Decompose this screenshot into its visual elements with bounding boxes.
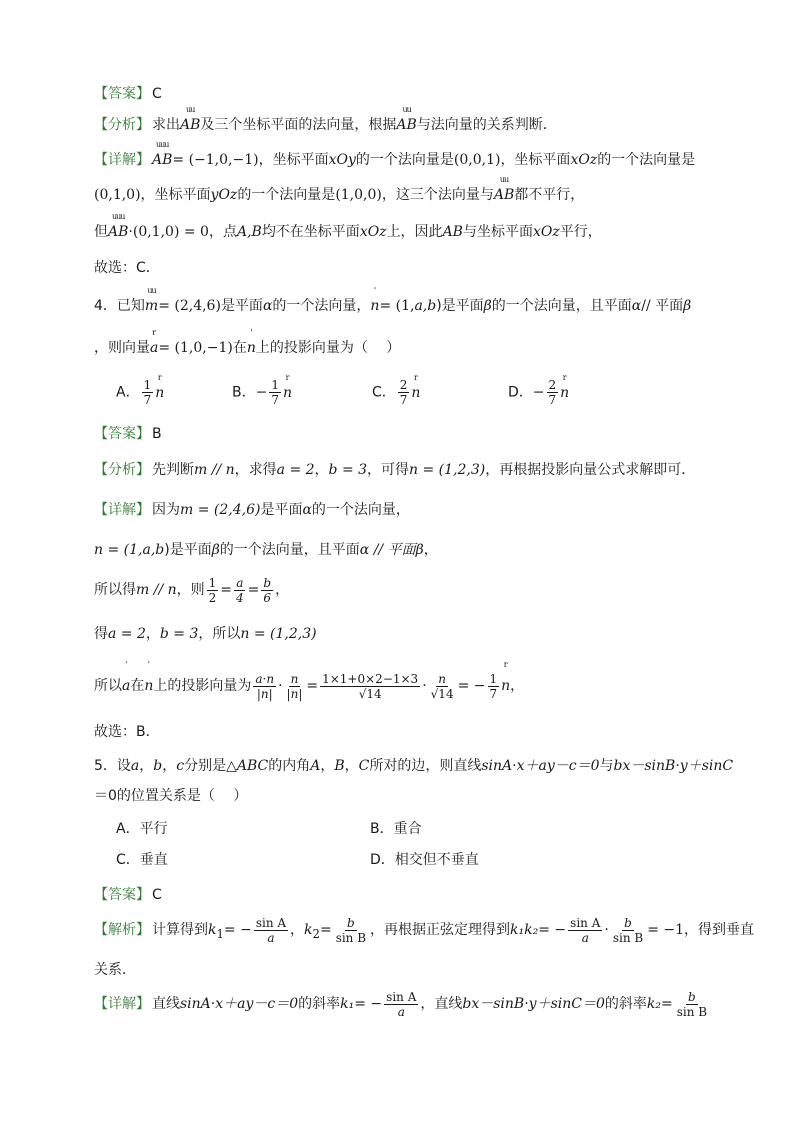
q4-stem-text: // 平面 <box>641 298 684 314</box>
fraction-denominator: a <box>267 930 275 945</box>
equals-sign: = <box>660 996 673 1012</box>
fraction <box>334 916 368 945</box>
q5-stem-math: C <box>358 758 370 774</box>
vector-n: ' n <box>144 670 153 702</box>
q4-option-c <box>372 378 420 407</box>
fraction <box>384 990 418 1019</box>
vector-ab: uu AB <box>494 185 514 205</box>
q4-detail-text: )是平面 <box>164 542 212 558</box>
vector-ab: uu AB <box>180 115 200 135</box>
q4-stem-text: )是平面 <box>436 298 484 314</box>
q4-stem-math: a,b <box>414 298 437 314</box>
q5-option-b <box>370 819 422 839</box>
q5-stem-text: 5．设 <box>94 758 131 774</box>
q3-detail-line-2 <box>94 185 734 205</box>
fraction-numerator: a <box>236 575 244 590</box>
q3-answer: C <box>152 86 162 102</box>
q4-detail-math: m = (2,4,6) <box>180 502 261 518</box>
analysis-label: 【分析】 <box>94 462 150 478</box>
q4-detail-math: n = (1, <box>94 542 143 558</box>
q4-detail-line-2 <box>94 540 734 560</box>
q3-detail-text: 的一个法向量是 <box>237 187 336 203</box>
q4-detail-math: a,b <box>142 542 165 558</box>
option-letter: D． <box>508 384 533 401</box>
q3-detail-text: 的一个法向量是 <box>597 152 696 168</box>
q3-answer-line <box>94 84 734 104</box>
q3-detail-text: 与坐标平面 <box>462 224 533 240</box>
q3-detail-text: 上，因此 <box>386 224 443 240</box>
q4-detail-line-5 <box>94 670 734 702</box>
q4-detail-math: a = 2 <box>108 626 146 642</box>
option-letter: A． <box>116 821 140 837</box>
fraction <box>285 672 305 701</box>
q4-detail-math: α // 平面 <box>359 542 416 558</box>
q3-conclusion: 故选：C． <box>94 260 160 276</box>
q5-stem-math: B <box>334 758 345 774</box>
fraction-numerator: n <box>290 671 299 686</box>
equals-sign: = <box>247 582 260 598</box>
q3-detail-text: ，这三个法向量与 <box>381 187 494 203</box>
plane-xoz: xOz <box>570 152 598 168</box>
answer-label: 【答案】 <box>94 426 150 442</box>
q5-detail-text: 的斜率 <box>298 996 341 1012</box>
q4-analysis-math: n = (1,2,3) <box>409 462 486 478</box>
fraction <box>429 672 456 701</box>
q5-detail-math: k₁ <box>340 996 355 1012</box>
q5-detail-text: ，直线 <box>420 996 463 1012</box>
q3-detail-text: 均不在坐标平面 <box>261 224 360 240</box>
q5-stem-math: c <box>176 758 185 774</box>
fraction-numerator: 2 <box>548 378 557 392</box>
fraction <box>234 576 246 605</box>
option-text: 平行 <box>139 821 168 837</box>
vector-ab: uuu AB <box>108 222 128 242</box>
q3-detail-math: ·(0,1,0) = 0 <box>128 224 209 240</box>
slope-k1 <box>208 922 224 941</box>
q4-analysis-text: ，可得 <box>367 462 410 478</box>
q5-stem-text: 分别是 <box>184 758 227 774</box>
answer-label: 【答案】 <box>94 86 150 102</box>
q3-detail-text: 平行， <box>559 224 602 240</box>
q5-stem-line-2: ＝0的位置关系是（ ） <box>94 788 248 804</box>
q3-detail-text: 都不平行， <box>514 187 585 203</box>
slope-symbol: k <box>208 922 217 938</box>
q5-stem-text: 的内角 <box>268 758 311 774</box>
q3-detail-math: A,B <box>236 224 262 240</box>
plane-yoz: yOz <box>210 187 238 203</box>
vector-ab: uu AB <box>396 115 416 135</box>
equals-sign: = − <box>457 678 486 694</box>
q5-detail-text: 的斜率 <box>604 996 647 1012</box>
equals-sign: = <box>306 678 319 694</box>
q3-analysis-text: 与法向量的关系判断． <box>416 117 557 133</box>
q5-stem-math: b <box>153 758 163 774</box>
q4-stem-text: ，则向量 <box>94 340 150 356</box>
fraction <box>253 672 276 701</box>
q5-stem-text: ， <box>139 758 154 774</box>
fraction <box>254 916 288 945</box>
q4-detail-math: α <box>302 502 312 518</box>
q4-option-b <box>232 378 292 407</box>
q5-detail-math: sinA·x＋ay－c＝0 <box>180 996 299 1012</box>
equals-sign: = <box>220 582 233 598</box>
equals-sign: = − <box>354 996 383 1012</box>
q3-detail-text: ，坐标平面 <box>140 187 211 203</box>
q4-detail-math: b = 3 <box>159 626 199 642</box>
q4-stem-line-1 <box>94 296 734 316</box>
fraction-numerator: b <box>624 915 632 930</box>
fraction-numerator: 1 <box>208 575 217 590</box>
q4-answer-line <box>94 424 734 444</box>
q4-analysis-math: m // n <box>194 462 235 478</box>
q3-detail-math: (0,0,1) <box>453 152 501 168</box>
fraction <box>261 576 273 605</box>
q5-detail-math: k₂ <box>646 996 661 1012</box>
q3-detail-line-1 <box>94 150 734 170</box>
q4-detail-text: 得 <box>94 626 108 642</box>
q5-jiexi-line-1 <box>94 914 755 950</box>
dot-operator: · <box>422 678 427 694</box>
vector-n: r n <box>155 383 164 403</box>
option-fraction <box>398 378 410 407</box>
dot-operator: · <box>278 678 283 694</box>
vector-n: r n <box>283 383 292 403</box>
q5-option-c <box>116 850 168 870</box>
option-sign: − <box>532 384 545 401</box>
q3-detail-text: = (−1,0,−1)，坐标平面 <box>172 152 329 168</box>
option-letter: B． <box>232 384 256 401</box>
q5-jiexi-text: 计算得到 <box>152 922 208 938</box>
q4-detail-text: 的一个法向量， <box>311 502 410 518</box>
q4-stem-text: 上的投影向量为（ ） <box>255 340 401 356</box>
q4-stem-line-2 <box>94 338 734 358</box>
fraction-denominator: a <box>397 1004 405 1019</box>
vector-m: uu m <box>145 296 158 316</box>
fraction-denominator: 4 <box>236 590 244 605</box>
q5-stem-text: ， <box>162 758 177 774</box>
vector-a: ' a <box>122 670 130 702</box>
fraction-denominator: √14 <box>358 686 382 701</box>
fraction-numerator: b <box>688 989 696 1004</box>
q4-stem-math: = (1,0,−1) <box>158 340 233 356</box>
q5-stem-text: ， <box>320 758 335 774</box>
detail-label: 【详解】 <box>94 502 150 518</box>
vector-n: r n <box>560 383 569 403</box>
q4-detail-text: ，则 <box>176 582 205 598</box>
fraction-numerator: 2 <box>399 378 408 392</box>
q3-detail-text: 但 <box>94 224 108 240</box>
plane-xoy: xOy <box>328 152 356 168</box>
fraction-numerator: sin A <box>255 915 287 930</box>
fraction <box>568 916 602 945</box>
q4-detail-line-3 <box>94 574 734 606</box>
q5-jiexi-math: = −1 <box>647 922 685 938</box>
q4-option-a <box>116 378 164 407</box>
fraction <box>488 672 500 701</box>
option-fraction <box>547 378 559 407</box>
equals-sign: = <box>319 922 332 938</box>
q4-detail-math: n = (1,2,3) <box>240 626 317 642</box>
q4-detail-text: 因为 <box>152 502 180 518</box>
plane-xoz: xOz <box>359 224 387 240</box>
fraction <box>207 576 219 605</box>
q3-detail-math: (0,1,0) <box>94 187 141 203</box>
q5-detail-line-1 <box>94 988 734 1020</box>
fraction-denominator: 6 <box>263 590 272 605</box>
fraction-denominator: a <box>581 930 589 945</box>
q3-detail-text: ，点 <box>208 224 237 240</box>
q3-detail-math: (1,0,0) <box>335 187 382 203</box>
q4-analysis-text: 先判断 <box>152 462 194 478</box>
q4-detail-math: β <box>415 542 424 558</box>
q4-detail-line-4 <box>94 624 734 644</box>
vector-ab: uuu AB <box>152 150 172 170</box>
q3-analysis-line <box>94 115 734 135</box>
equals-sign: = − <box>538 922 567 938</box>
q5-stem-text: 与 <box>599 758 614 774</box>
q4-analysis-text: ， <box>314 462 329 478</box>
plane-xoz: xOz <box>532 224 560 240</box>
q4-detail-text: ， <box>145 626 160 642</box>
fraction <box>675 990 709 1019</box>
option-letter: A． <box>116 384 140 401</box>
fraction-denominator: √14 <box>430 686 454 701</box>
q4-stem-math: β <box>683 298 692 314</box>
fraction-denominator: |n| <box>256 686 273 701</box>
fraction-denominator: sin B <box>335 930 367 945</box>
q5-jiexi-line-2: 关系． <box>94 962 136 978</box>
q5-option-a <box>116 819 168 839</box>
option-letter: B． <box>370 821 394 837</box>
q5-answer-line <box>94 885 734 905</box>
q5-stem-line-1 <box>94 756 734 776</box>
q4-detail-math: β <box>211 542 220 558</box>
q4-stem-math: α <box>631 298 642 314</box>
q5-stem-math: bx－sinB·y＋sinC <box>613 758 734 774</box>
q4-detail-text: 所以得 <box>94 582 136 598</box>
fraction-denominator: 2 <box>208 590 217 605</box>
q4-detail-text: 在 <box>130 678 145 694</box>
fraction <box>320 672 420 701</box>
q4-stem-text: 4．已知 <box>94 298 145 314</box>
option-letter: C． <box>116 852 140 868</box>
q4-analysis-math: a = 2 <box>276 462 315 478</box>
q4-detail-math: m // n <box>136 582 177 598</box>
detail-label: 【详解】 <box>94 152 150 168</box>
q5-option-d <box>370 850 479 870</box>
fraction-denominator: 7 <box>271 393 279 407</box>
fraction-denominator: |n| <box>286 686 303 701</box>
q5-stem-math: sinA·x＋ay－c＝0 <box>481 758 600 774</box>
dot-operator: · <box>604 922 609 938</box>
q4-analysis-text: ，求得 <box>234 462 277 478</box>
fraction-numerator: a·n <box>255 671 275 686</box>
slope-subscript: 1 <box>216 926 224 941</box>
q4-answer: B <box>152 426 162 442</box>
q4-analysis-math: b = 3 <box>328 462 368 478</box>
q5-detail-math: bx－sinB·y＋sinC＝0 <box>462 996 605 1012</box>
q4-stem-math: α <box>262 298 273 314</box>
q5-stem-text: ， <box>344 758 359 774</box>
fraction-numerator: 1×1+0×2−1×3 <box>322 671 419 686</box>
detail-label: 【详解】 <box>94 996 150 1012</box>
q4-stem-text: 在 <box>232 340 247 356</box>
fraction-denominator: 7 <box>399 393 408 407</box>
option-letter: C． <box>372 384 396 401</box>
q4-detail-line-1 <box>94 500 734 520</box>
q4-stem-text: 的一个法向量， <box>272 298 371 314</box>
jiexi-label: 【解析】 <box>94 922 150 938</box>
q4-analysis-text: ，再根据投影向量公式求解即可． <box>485 462 696 478</box>
q3-analysis-text: 及三个坐标平面的法向量，根据 <box>200 117 397 133</box>
slope-k2 <box>304 922 320 941</box>
vector-n: r n <box>501 670 510 702</box>
fraction-numerator: 1 <box>271 378 279 392</box>
fraction-numerator: 1 <box>143 378 152 392</box>
q4-stem-text: 的一个法向量，且平面 <box>491 298 632 314</box>
q4-detail-text: ， <box>275 582 290 598</box>
vector-n: r n <box>411 383 420 403</box>
q4-analysis-line <box>94 460 734 480</box>
option-text: 相交但不垂直 <box>394 852 479 868</box>
q4-stem-math: = (2,4,6) <box>158 298 221 314</box>
q5-stem-math: △ABC <box>226 758 269 774</box>
fraction-denominator: 7 <box>489 686 498 701</box>
slope-symbol: k <box>304 922 313 938</box>
q5-jiexi-math: k₁k₂ <box>510 922 539 938</box>
q4-detail-text: ，所以 <box>198 626 241 642</box>
fraction-numerator: sin A <box>386 989 417 1004</box>
vector-n: ' n <box>370 296 379 316</box>
fraction-numerator: sin A <box>570 915 601 930</box>
q4-detail-text: ， <box>510 678 525 694</box>
q4-stem-text: 是平面 <box>220 298 263 314</box>
option-text: 重合 <box>393 821 422 837</box>
q5-stem-math: A <box>310 758 321 774</box>
fraction-numerator: n <box>438 671 446 686</box>
slope-subscript: 2 <box>312 926 320 941</box>
fraction-numerator: b <box>347 915 355 930</box>
q5-jiexi-text: ， <box>290 922 305 938</box>
q3-analysis-text: 求出 <box>152 117 180 133</box>
q4-detail-text: 上的投影向量为 <box>153 678 252 694</box>
vector-a: r a <box>150 338 158 358</box>
analysis-label: 【分析】 <box>94 117 150 133</box>
q4-conclusion: 故选：B． <box>94 724 160 740</box>
option-text: 垂直 <box>139 852 168 868</box>
option-fraction <box>142 378 154 407</box>
equals-sign: = − <box>223 922 252 938</box>
q4-option-d <box>508 378 569 407</box>
q3-detail-text: ，坐标平面 <box>500 152 571 168</box>
q4-detail-text: 所以 <box>94 678 122 694</box>
q5-jiexi-text: ，再根据正弦定理得到 <box>370 922 511 938</box>
fraction-denominator: sin B <box>676 1004 708 1019</box>
fraction <box>611 916 645 945</box>
q4-stem-math: β <box>483 298 492 314</box>
option-letter: D． <box>370 852 395 868</box>
q5-stem-text: 所对的边，则直线 <box>369 758 482 774</box>
option-fraction <box>269 378 281 407</box>
vector-n: ' n <box>247 338 256 358</box>
option-sign: − <box>255 384 268 401</box>
answer-label: 【答案】 <box>94 887 150 903</box>
q4-detail-text: ， <box>423 542 438 558</box>
q4-stem-math: = (1, <box>379 298 415 314</box>
fraction-denominator: sin B <box>612 930 644 945</box>
fraction-numerator: b <box>263 575 272 590</box>
q3-detail-text: 的一个法向量是 <box>355 152 454 168</box>
q3-detail-line-3 <box>94 222 734 242</box>
fraction-denominator: 7 <box>143 393 152 407</box>
q5-stem-math: a <box>130 758 140 774</box>
q5-jiexi-text: ，得到垂直 <box>684 922 755 938</box>
q4-detail-text: 的一个法向量，且平面 <box>219 542 360 558</box>
q3-detail-math: AB <box>442 224 463 240</box>
q4-detail-text: 是平面 <box>260 502 303 518</box>
q5-detail-text: 直线 <box>152 996 180 1012</box>
fraction-denominator: 7 <box>548 393 557 407</box>
q5-answer: C <box>152 887 162 903</box>
fraction-numerator: 1 <box>489 671 498 686</box>
